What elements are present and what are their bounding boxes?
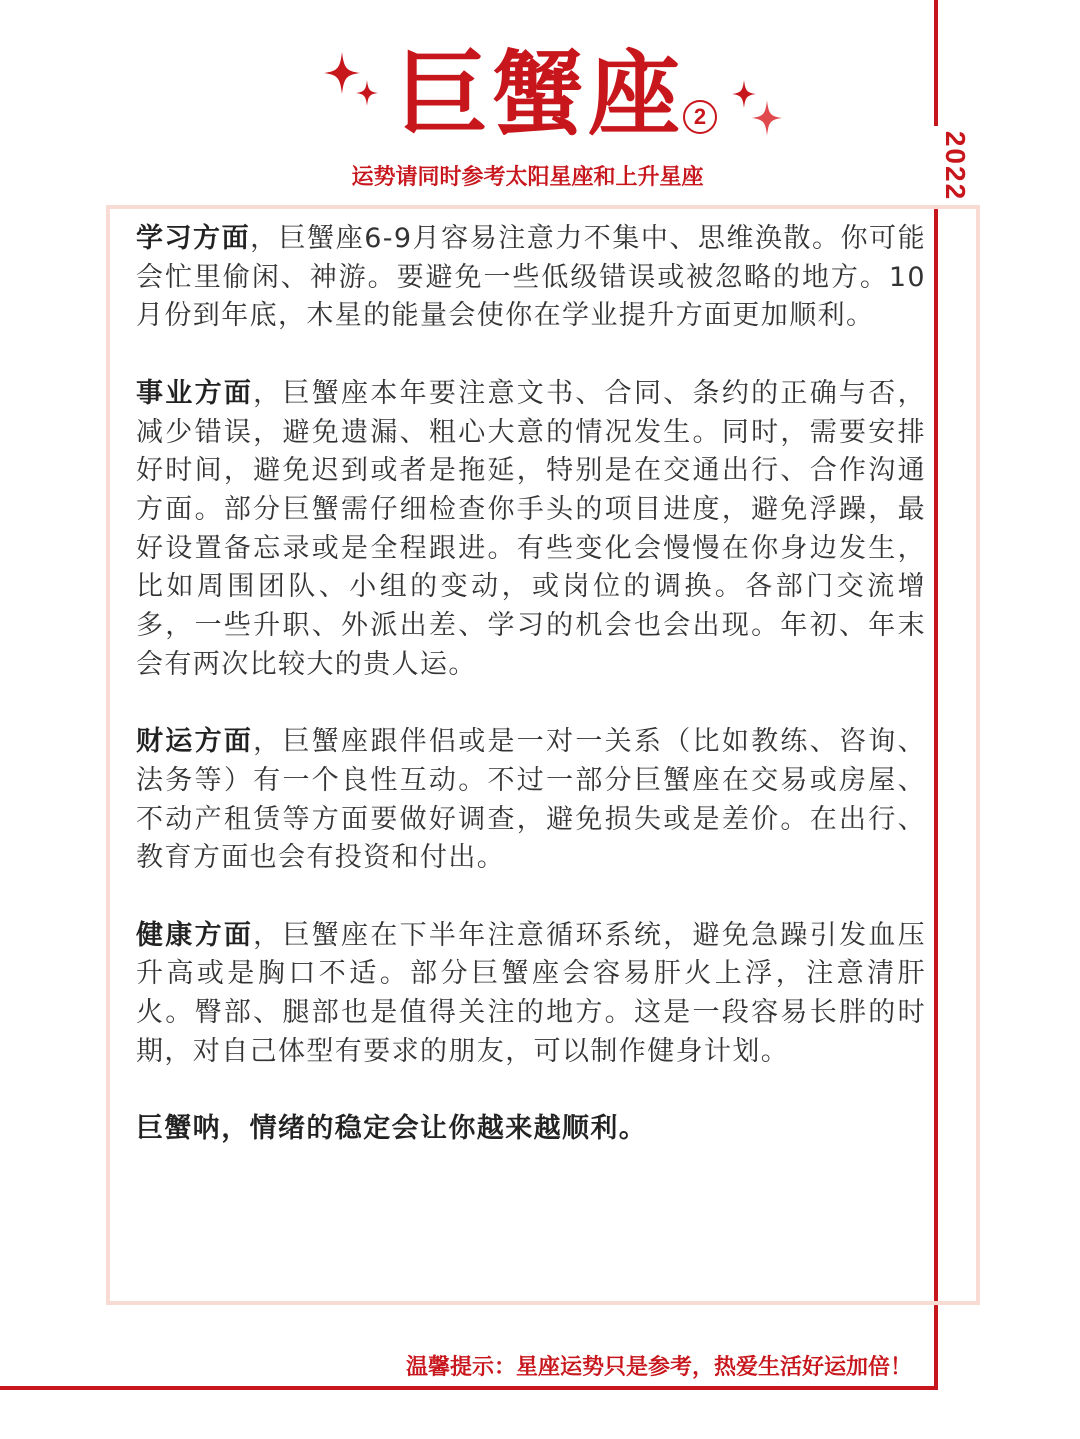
section-text: ，巨蟹座6-9月容易注意力不集中、思维涣散。你可能会忙里偷闲、神游。要避免一些低级错误或被忽略的地方。10月份到年底，木星的能量会使你在学业提升方面更加顺利。 — [136, 223, 926, 332]
page-title — [0, 40, 1080, 150]
section-heading: 事业方面 — [136, 377, 254, 409]
subtitle: 运势请同时参考太阳星座和上升星座 — [351, 165, 704, 190]
content-body — [136, 220, 926, 1188]
section-heading: 健康方面 — [136, 919, 254, 951]
title-text: 巨蟹座 — [395, 41, 684, 148]
section-text: ，巨蟹座跟伴侣或是一对一关系（比如教练、咨询、法务等）有一个良性互动。不过一部分巨蟹座在交易或房屋、不动产租赁等方面要做好调查，避免损失或是差价。在出行、教育方面也会有投资和付出。 — [136, 726, 926, 874]
section-text: ，巨蟹座在下半年注意循环系统，避免急躁引发血压升高或是胸口不适。部分巨蟹座会容易肝火上浮，注意清肝火。臀部、腿部也是值得关注的地方。这是一段容易长胖的时期，对自己体型有要求的朋友，可以制作健身计划。 — [136, 919, 926, 1067]
closing-line: 巨蟹呐，情绪的稳定会让你越来越顺利。 — [136, 1113, 648, 1145]
title-number-badge: 2 — [683, 100, 717, 134]
section-health — [136, 917, 926, 1072]
section-text: ，巨蟹座本年要注意文书、合同、条约的正确与否，减少错误，避免遗漏、粗心大意的情况发生。同时，需要安排好时间，避免迟到或者是拖延，特别是在交通出行、合作沟通方面。部分巨蟹需仔细检查你手头的项目进度，避免浮躁，最好设置备忘录或是全程跟进。有些变化会慢慢在你身边发生，比如周围团队、小组的变动，或岗位的调换。各部门交流增多，一些升职、外派出差、学习的机会也会出现。年初、年末会有两次比较大的贵人运。 — [136, 377, 926, 680]
section-study — [136, 220, 926, 336]
frame-bottom-line — [0, 1386, 938, 1390]
section-heading: 学习方面 — [136, 223, 251, 254]
section-wealth — [136, 723, 926, 878]
footer-tip: 温馨提示：星座运势只是参考，热爱生活好运加倍！ — [405, 1355, 912, 1380]
year-text: 2022 — [940, 130, 972, 202]
section-career — [136, 375, 926, 685]
section-heading: 财运方面 — [136, 726, 254, 758]
